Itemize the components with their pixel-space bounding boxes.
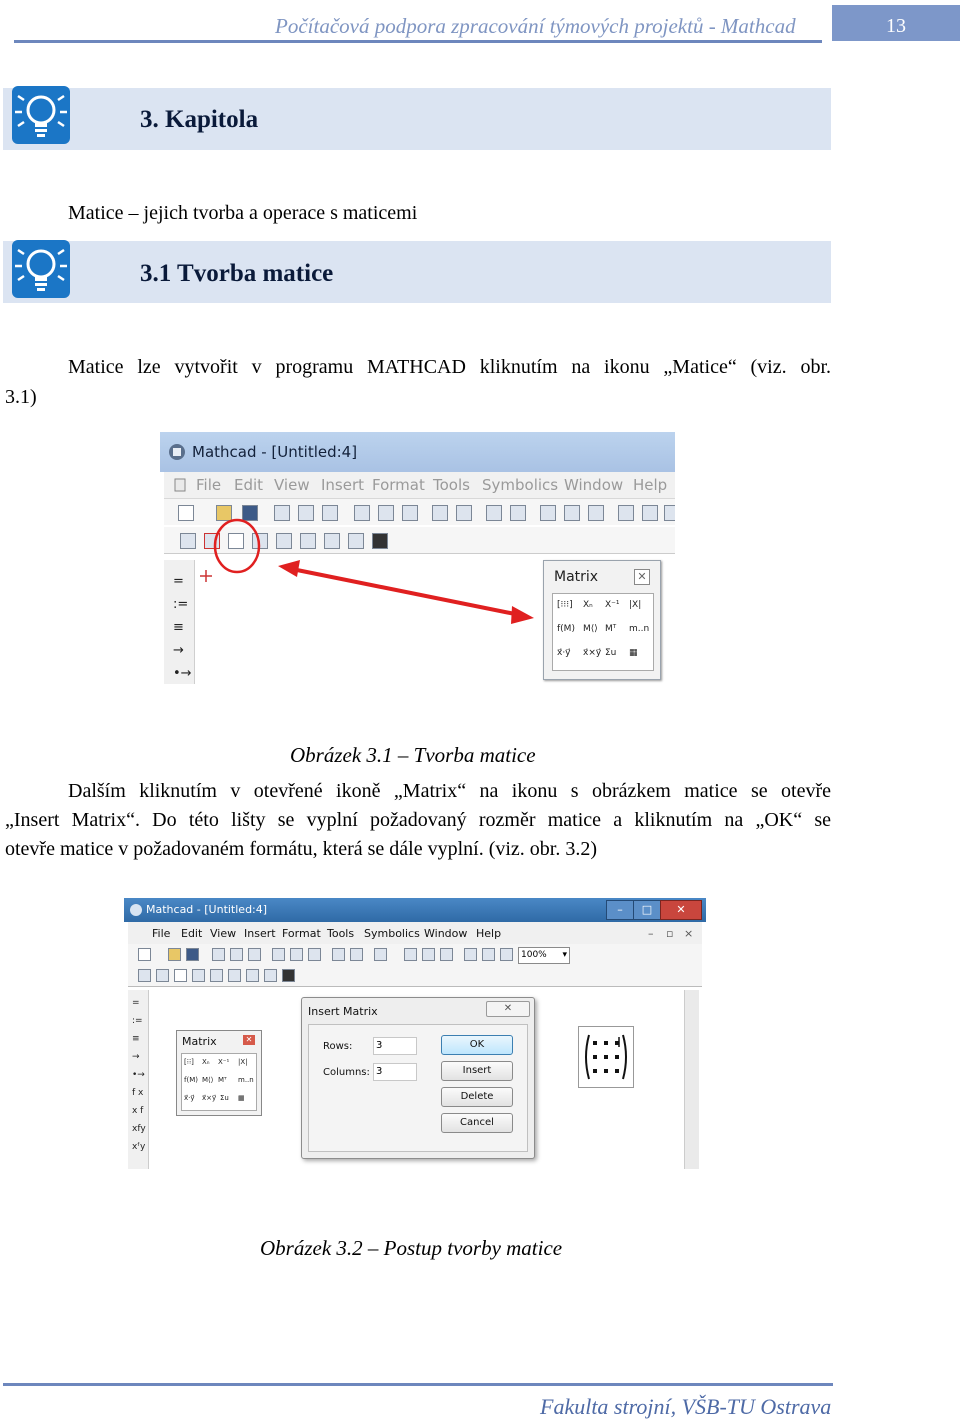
figure-1-caption: Obrázek 3.1 – Tvorba matice bbox=[290, 743, 536, 767]
matrix-cell[interactable] bbox=[593, 1069, 597, 1073]
close-icon[interactable]: ✕ bbox=[660, 900, 702, 920]
delete-button[interactable]: Delete bbox=[441, 1087, 513, 1107]
restore-icon[interactable]: ▫ bbox=[666, 927, 674, 940]
dialog-title: Insert Matrix bbox=[308, 1005, 378, 1018]
column-icon[interactable]: M⟨⟩ bbox=[583, 624, 598, 634]
matrix-cell[interactable] bbox=[615, 1055, 619, 1059]
insert-unit-icon[interactable] bbox=[422, 948, 435, 961]
menu-view[interactable]: View bbox=[210, 927, 237, 940]
menu-file[interactable]: File bbox=[196, 476, 222, 494]
copy-icon[interactable] bbox=[290, 948, 303, 961]
new-icon[interactable] bbox=[138, 948, 151, 961]
figure-2-screenshot bbox=[124, 898, 706, 1169]
chapter-band bbox=[3, 88, 831, 150]
sidebar-glyph[interactable]: ≡ bbox=[132, 1034, 140, 1044]
menu-edit[interactable]: Edit bbox=[181, 927, 203, 940]
figure-1-screenshot bbox=[160, 432, 675, 684]
menu-insert[interactable]: Insert bbox=[244, 927, 276, 940]
scrollbar[interactable] bbox=[684, 990, 699, 1169]
paste-icon[interactable] bbox=[308, 948, 321, 961]
sidebar-glyph[interactable]: := bbox=[173, 597, 189, 612]
vector-sum-icon[interactable]: Σu bbox=[605, 648, 617, 658]
range-icon[interactable]: m..n bbox=[238, 1076, 254, 1084]
columns-input[interactable]: 3 bbox=[373, 1063, 417, 1081]
matrix-palette-grid bbox=[181, 1053, 257, 1111]
sidebar-glyph[interactable]: → bbox=[132, 1052, 140, 1062]
resource-icon[interactable] bbox=[500, 948, 513, 961]
undo-icon[interactable] bbox=[332, 948, 345, 961]
running-header-title: Počítačová podpora zpracování týmových projektů - Mathcad bbox=[275, 14, 796, 38]
matrix-cell[interactable] bbox=[615, 1069, 619, 1073]
menu-tools[interactable]: Tools bbox=[433, 476, 470, 494]
footer-rule bbox=[3, 1383, 833, 1386]
sidebar-glyph[interactable]: x f bbox=[132, 1106, 144, 1116]
ok-button[interactable]: OK bbox=[441, 1035, 513, 1055]
sidebar-glyph[interactable]: ≡ bbox=[173, 620, 184, 635]
matrix-palette-title: Matrix bbox=[182, 1035, 217, 1048]
vectorize-icon[interactable]: f(M) bbox=[184, 1076, 198, 1084]
paragraph-line: Dalším kliknutím v otevřené ikoně „Matrix“ na ikonu s obrázkem matice se otevře bbox=[68, 780, 831, 802]
window-title: Mathcad - [Untitled:4] bbox=[146, 903, 268, 916]
menu-format[interactable]: Format bbox=[372, 476, 425, 494]
cross-product-icon[interactable]: x⃗×y⃗ bbox=[202, 1094, 217, 1102]
insert-matrix-icon[interactable]: [⁝⁝⁝] bbox=[557, 600, 573, 610]
print-preview-icon[interactable] bbox=[230, 948, 243, 961]
matrix-cell[interactable] bbox=[604, 1055, 608, 1059]
intro-continuation: 3.1) bbox=[5, 386, 37, 408]
matrix-cell[interactable] bbox=[615, 1041, 619, 1045]
cut-icon[interactable] bbox=[272, 948, 285, 961]
menu-format[interactable]: Format bbox=[282, 927, 321, 940]
vector-sum-icon[interactable]: Σu bbox=[220, 1094, 229, 1102]
inverse-icon[interactable]: X⁻¹ bbox=[605, 600, 620, 610]
determinant-icon[interactable]: |X| bbox=[238, 1058, 248, 1066]
transpose-icon[interactable]: Mᵀ bbox=[218, 1076, 227, 1084]
matrix-palette bbox=[176, 1030, 262, 1116]
rows-input[interactable]: 3 bbox=[373, 1037, 417, 1055]
calculus-icon[interactable] bbox=[210, 969, 223, 982]
sidebar-glyph[interactable]: = bbox=[173, 574, 184, 589]
insert-hyperlink-icon[interactable] bbox=[464, 948, 477, 961]
sidebar-glyph[interactable]: •→ bbox=[173, 666, 192, 681]
sidebar-glyph[interactable]: → bbox=[173, 643, 184, 658]
header-rule bbox=[14, 40, 822, 43]
programming-icon[interactable] bbox=[246, 969, 259, 982]
spell-check-icon[interactable] bbox=[248, 948, 261, 961]
evaluation-sidebar bbox=[128, 990, 149, 1169]
subscript-icon[interactable]: Xₙ bbox=[583, 600, 593, 610]
math-toolbar bbox=[128, 966, 702, 987]
inserted-matrix-placeholder[interactable] bbox=[578, 1026, 634, 1088]
section-band bbox=[3, 241, 831, 303]
paragraph-line: „Insert Matrix“. Do této lišty se vyplní požadovaný rozměr matice a kliknutím na „OK“ se bbox=[5, 809, 831, 831]
figure-2-caption: Obrázek 3.2 – Postup tvorby matice bbox=[260, 1236, 563, 1260]
sidebar-glyph[interactable]: xfy bbox=[132, 1124, 146, 1134]
window-title: Mathcad - [Untitled:4] bbox=[192, 443, 358, 461]
close-doc-icon[interactable]: × bbox=[684, 927, 694, 940]
menu-help[interactable]: Help bbox=[633, 476, 668, 494]
menu-help[interactable]: Help bbox=[476, 927, 502, 940]
vectorize-icon[interactable]: f(M) bbox=[557, 624, 575, 634]
symbolic-icon[interactable] bbox=[282, 969, 295, 982]
close-icon[interactable]: ✕ bbox=[243, 1035, 255, 1045]
chevron-down-icon: ▾ bbox=[562, 950, 567, 960]
insert-matrix-icon[interactable]: [⁝⁝] bbox=[184, 1058, 194, 1066]
close-icon[interactable]: ✕ bbox=[634, 569, 650, 585]
menu-file[interactable]: File bbox=[152, 927, 171, 940]
greek-icon[interactable] bbox=[264, 969, 277, 982]
menu-symbolics[interactable]: Symbolics bbox=[364, 927, 420, 940]
dot-product-icon[interactable]: x⃗·y⃗ bbox=[184, 1094, 195, 1102]
zoom-value: 100% bbox=[521, 950, 547, 960]
columns-label: Columns: bbox=[323, 1067, 370, 1078]
column-icon[interactable]: M⟨⟩ bbox=[202, 1076, 214, 1084]
footer-text: Fakulta strojní, VŠB-TU Ostrava bbox=[540, 1394, 832, 1419]
matrix-palette-title: Matrix bbox=[554, 569, 599, 585]
sidebar-glyph[interactable]: •→ bbox=[132, 1070, 145, 1080]
redo-icon[interactable] bbox=[350, 948, 363, 961]
cross-product-icon[interactable]: x⃗×y⃗ bbox=[583, 648, 602, 658]
zoom-select[interactable] bbox=[518, 947, 570, 964]
menu-tools[interactable]: Tools bbox=[327, 927, 355, 940]
chapter-title: 3. Kapitola bbox=[140, 106, 259, 133]
dialog-body bbox=[308, 1024, 528, 1152]
graph-icon[interactable] bbox=[156, 969, 169, 982]
sidebar-glyph[interactable]: f x bbox=[132, 1088, 144, 1098]
menu-edit[interactable]: Edit bbox=[234, 476, 264, 494]
rows-label: Rows: bbox=[323, 1041, 353, 1052]
menu-bar bbox=[128, 922, 702, 944]
lightbulb-icon bbox=[12, 240, 70, 298]
insert-matrix-dialog bbox=[301, 997, 535, 1159]
range-icon[interactable]: m..n bbox=[629, 624, 650, 634]
sidebar-glyph[interactable]: xᶠy bbox=[132, 1142, 146, 1152]
menu-window[interactable]: Window bbox=[564, 476, 624, 494]
section-title: 3.1 Tvorba matice bbox=[140, 260, 334, 287]
minimize-icon[interactable]: – bbox=[606, 900, 634, 920]
cancel-button[interactable]: Cancel bbox=[441, 1113, 513, 1133]
sidebar-glyph[interactable]: := bbox=[132, 1016, 143, 1026]
page-number: 13 bbox=[886, 15, 906, 37]
picture-icon[interactable]: ▦ bbox=[238, 1094, 245, 1102]
determinant-icon[interactable]: |X| bbox=[629, 600, 642, 610]
menu-symbolics[interactable]: Symbolics bbox=[482, 476, 559, 494]
calculate-icon[interactable] bbox=[440, 948, 453, 961]
align-icon[interactable] bbox=[374, 948, 387, 961]
insert-button[interactable]: Insert bbox=[441, 1061, 513, 1081]
chapter-subtitle: Matice – jejich tvorba a operace s maticemi bbox=[68, 202, 418, 224]
mathcad-app-icon bbox=[129, 903, 143, 917]
open-icon[interactable] bbox=[168, 948, 181, 961]
lightbulb-icon bbox=[12, 86, 70, 144]
menu-window[interactable]: Window bbox=[424, 927, 468, 940]
menu-insert[interactable]: Insert bbox=[321, 476, 365, 494]
matrix-cell[interactable] bbox=[593, 1055, 597, 1059]
evaluation-sidebar bbox=[164, 560, 195, 684]
chevron-down-icon[interactable]: – bbox=[648, 927, 654, 940]
matrix-toolbar-icon[interactable] bbox=[174, 969, 187, 982]
maximize-icon[interactable]: □ bbox=[633, 900, 661, 920]
boolean-icon[interactable] bbox=[228, 969, 241, 982]
component-icon[interactable] bbox=[482, 948, 495, 961]
close-icon[interactable]: ✕ bbox=[486, 1001, 530, 1017]
picture-icon[interactable]: ▦ bbox=[629, 648, 638, 658]
print-icon[interactable] bbox=[212, 948, 225, 961]
matrix-cell[interactable] bbox=[604, 1041, 608, 1045]
subscript-icon[interactable]: Xₙ bbox=[202, 1058, 210, 1066]
intro-text: Matice lze vytvořit v programu MATHCAD kliknutím na ikonu „Matice“ (viz. obr. bbox=[68, 356, 831, 378]
matrix-cell[interactable] bbox=[593, 1041, 597, 1045]
matrix-palette bbox=[543, 560, 661, 680]
inverse-icon[interactable]: X⁻¹ bbox=[218, 1058, 230, 1066]
paragraph-line: otevře matice v požadovaném formátu, která se dále vyplní. (viz. obr. 3.2) bbox=[5, 838, 598, 860]
matrix-palette-grid bbox=[552, 593, 654, 671]
sidebar-glyph[interactable]: = bbox=[132, 998, 140, 1008]
calculator-icon[interactable] bbox=[138, 969, 151, 982]
matrix-cell[interactable] bbox=[604, 1069, 608, 1073]
menu-view[interactable]: View bbox=[274, 476, 310, 494]
dot-product-icon[interactable]: x⃗·y⃗ bbox=[557, 648, 571, 658]
insert-function-icon[interactable] bbox=[404, 948, 417, 961]
evaluation-icon[interactable] bbox=[192, 969, 205, 982]
save-icon[interactable] bbox=[186, 948, 199, 961]
transpose-icon[interactable]: Mᵀ bbox=[605, 624, 617, 634]
standard-toolbar bbox=[128, 944, 702, 966]
